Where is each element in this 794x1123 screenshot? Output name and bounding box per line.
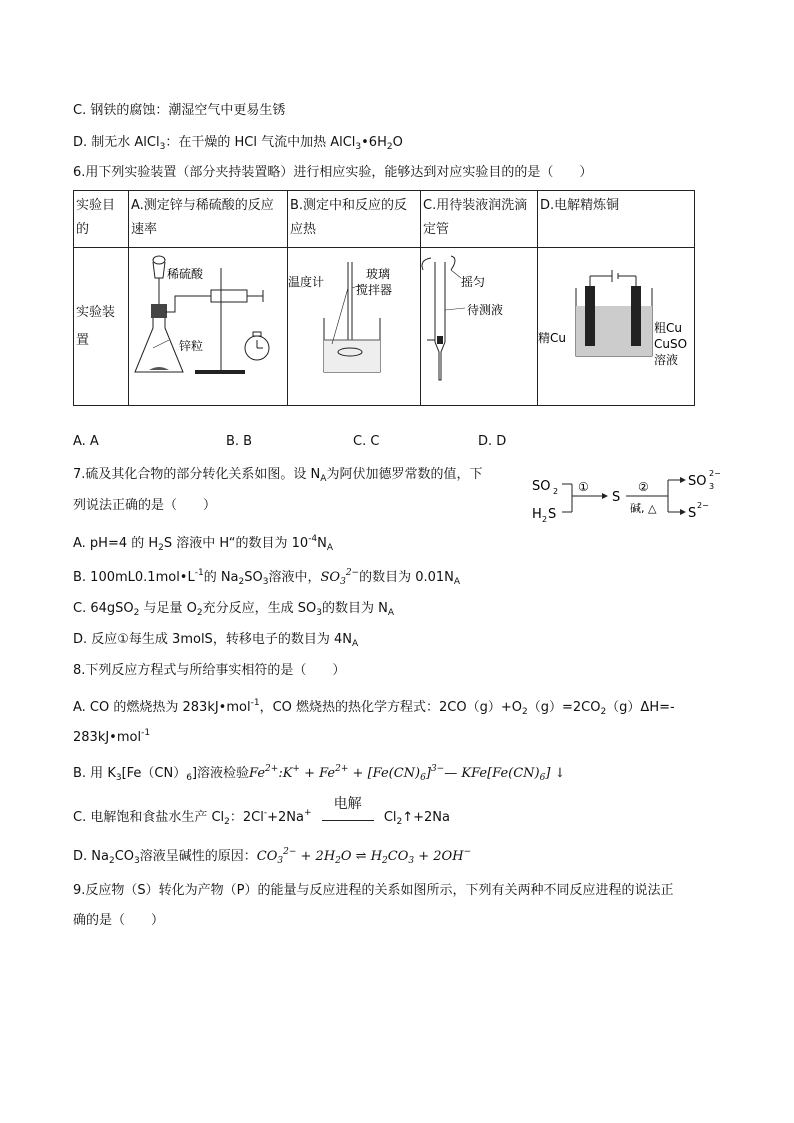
- label-dilute-sulfuric: 稀硫酸: [167, 267, 204, 281]
- question-7: 7.硫及其化合物的部分转化关系如图。设 $N_A$为阿伏加德罗常数的值，下: [73, 467, 483, 484]
- q8-option-c: C. 电解饱和食盐水生产 $Cl_2$：2Cl-+2Na+ 电解 $Cl_2↑+2Na$: [73, 796, 450, 827]
- label-pure-cu: 精Cu: [538, 331, 566, 345]
- electrolysis-cell-icon: [538, 248, 688, 396]
- svg-text:3: 3: [709, 482, 715, 491]
- label-zinc: 锌粒: [179, 339, 204, 353]
- burette-icon: [421, 248, 533, 396]
- svg-text:2−: 2−: [709, 469, 721, 478]
- diagram-so2: SO: [532, 479, 551, 494]
- q6-option-b: B. B: [226, 434, 253, 449]
- option-d-line: D. 制无水 AlCl$_3$：在干燥的 HCl 气流中加热 $AlCl_3•6H_2O$: [73, 135, 403, 152]
- question-9-line2: 确的是（ ）: [73, 913, 165, 928]
- q8-option-a: A. CO 的燃烧热为 283kJ•mol$^{-1}$，CO 燃烧热的热化学方程式：$2CO(g)+O_2(g)=2CO_2(g)\Delta H=-$: [73, 698, 675, 717]
- purpose-b: B.测定中和反应的反应热: [288, 191, 421, 248]
- option-c-line: C. 钢铁的腐蚀：潮湿空气中更易生锈: [73, 103, 286, 118]
- apparatus-d: [538, 248, 695, 406]
- table-label-purpose: 实验目的: [74, 191, 129, 248]
- label-cuso4: CuSO: [654, 337, 688, 351]
- question-6: 6.用下列实验装置（部分夹持装置略）进行相应实验，能够达到对应实验目的的是（ ）: [73, 165, 593, 180]
- purpose-c: C.用待装液润洗滴定管: [421, 191, 538, 248]
- q6-option-d: D. D: [478, 434, 507, 449]
- purpose-d: D.电解精炼铜: [538, 191, 695, 248]
- diagram-condition: 碱, △: [630, 502, 657, 515]
- q8-option-b: B. 用 $K_3[Fe(CN)_6]$溶液检验$Fe^{2+}:K^+ + Fe^{2+}$ + $[Fe(CN)_6]^{3-}—$ $KFe[Fe(CN)_6]$ ↓: [73, 764, 566, 783]
- question-8: 8.下列反应方程式与所给事实相符的是（ ）: [73, 663, 346, 678]
- q6-option-c: C. C: [353, 434, 380, 449]
- sulfur-conversion-diagram: [528, 468, 728, 528]
- apparatus-b: [288, 248, 421, 406]
- q8-option-d: D. $Na_2CO_3$溶液呈碱性的原因：$CO_3^{2-} + 2H_2O$ ⇌ $H_2CO_3 + 2OH^-$: [73, 847, 472, 866]
- svg-text:S: S: [548, 507, 557, 522]
- apparatus-a: [129, 248, 288, 406]
- calorimeter-icon: [288, 248, 416, 396]
- q7-option-d: D. 反应①每生成 3molS，转移电子的数目为 $4N_A$: [73, 632, 359, 649]
- zinc-acid-apparatus-icon: [129, 248, 287, 396]
- label-glass: 玻璃: [366, 267, 391, 281]
- apparatus-c: [421, 248, 538, 406]
- experiment-table: [73, 190, 695, 406]
- q8-option-a-cont: 283kJ•mol$^{-1}$: [73, 728, 151, 745]
- diagram-so3: SO: [688, 474, 707, 489]
- diagram-s: S: [612, 490, 621, 505]
- electrolysis-label: 电解: [333, 796, 362, 812]
- label-thermometer: 温度计: [288, 275, 325, 289]
- label-shake: 摇匀: [461, 275, 486, 289]
- label-crude-cu: 粗Cu: [654, 321, 682, 335]
- diagram-s2: S: [688, 506, 697, 521]
- q7-option-a: A. pH=4 的 $H_2S$ 溶液中 H“的数目为 $10^{-4}N_A$: [73, 534, 334, 553]
- svg-text:2: 2: [553, 487, 559, 496]
- table-label-apparatus: 实验装置: [74, 248, 129, 406]
- question-7-line2: 列说法正确的是（ ）: [73, 498, 217, 513]
- svg-text:2: 2: [542, 515, 548, 524]
- q7-option-b: B. $100mL0.1mol•L^{-1}$的 $Na_2SO_3$溶液中，$SO_3^{2-}$的数目为 $0.01N_A$: [73, 568, 461, 587]
- label-solution: 溶液: [654, 353, 679, 367]
- q7-option-c: C. 64gSO$_2$ 与足量 $O_2$充分反应，生成 $SO_3$的数目为 $N_A$: [73, 601, 394, 618]
- q6-option-a: A. A: [73, 434, 99, 449]
- label-test-solution: 待测液: [467, 303, 504, 317]
- question-9: 9.反应物（S）转化为产物（P）的能量与反应进程的关系如图所示，下列有关两种不同反应进程的说法正: [73, 883, 674, 898]
- diagram-step2: ②: [638, 480, 649, 494]
- label-stirrer: 搅拌器: [356, 283, 393, 297]
- diagram-h2s: H: [532, 507, 542, 522]
- purpose-a: A.测定锌与稀硫酸的反应速率: [129, 191, 288, 248]
- diagram-step1: ①: [578, 480, 589, 494]
- svg-text:2−: 2−: [697, 501, 709, 510]
